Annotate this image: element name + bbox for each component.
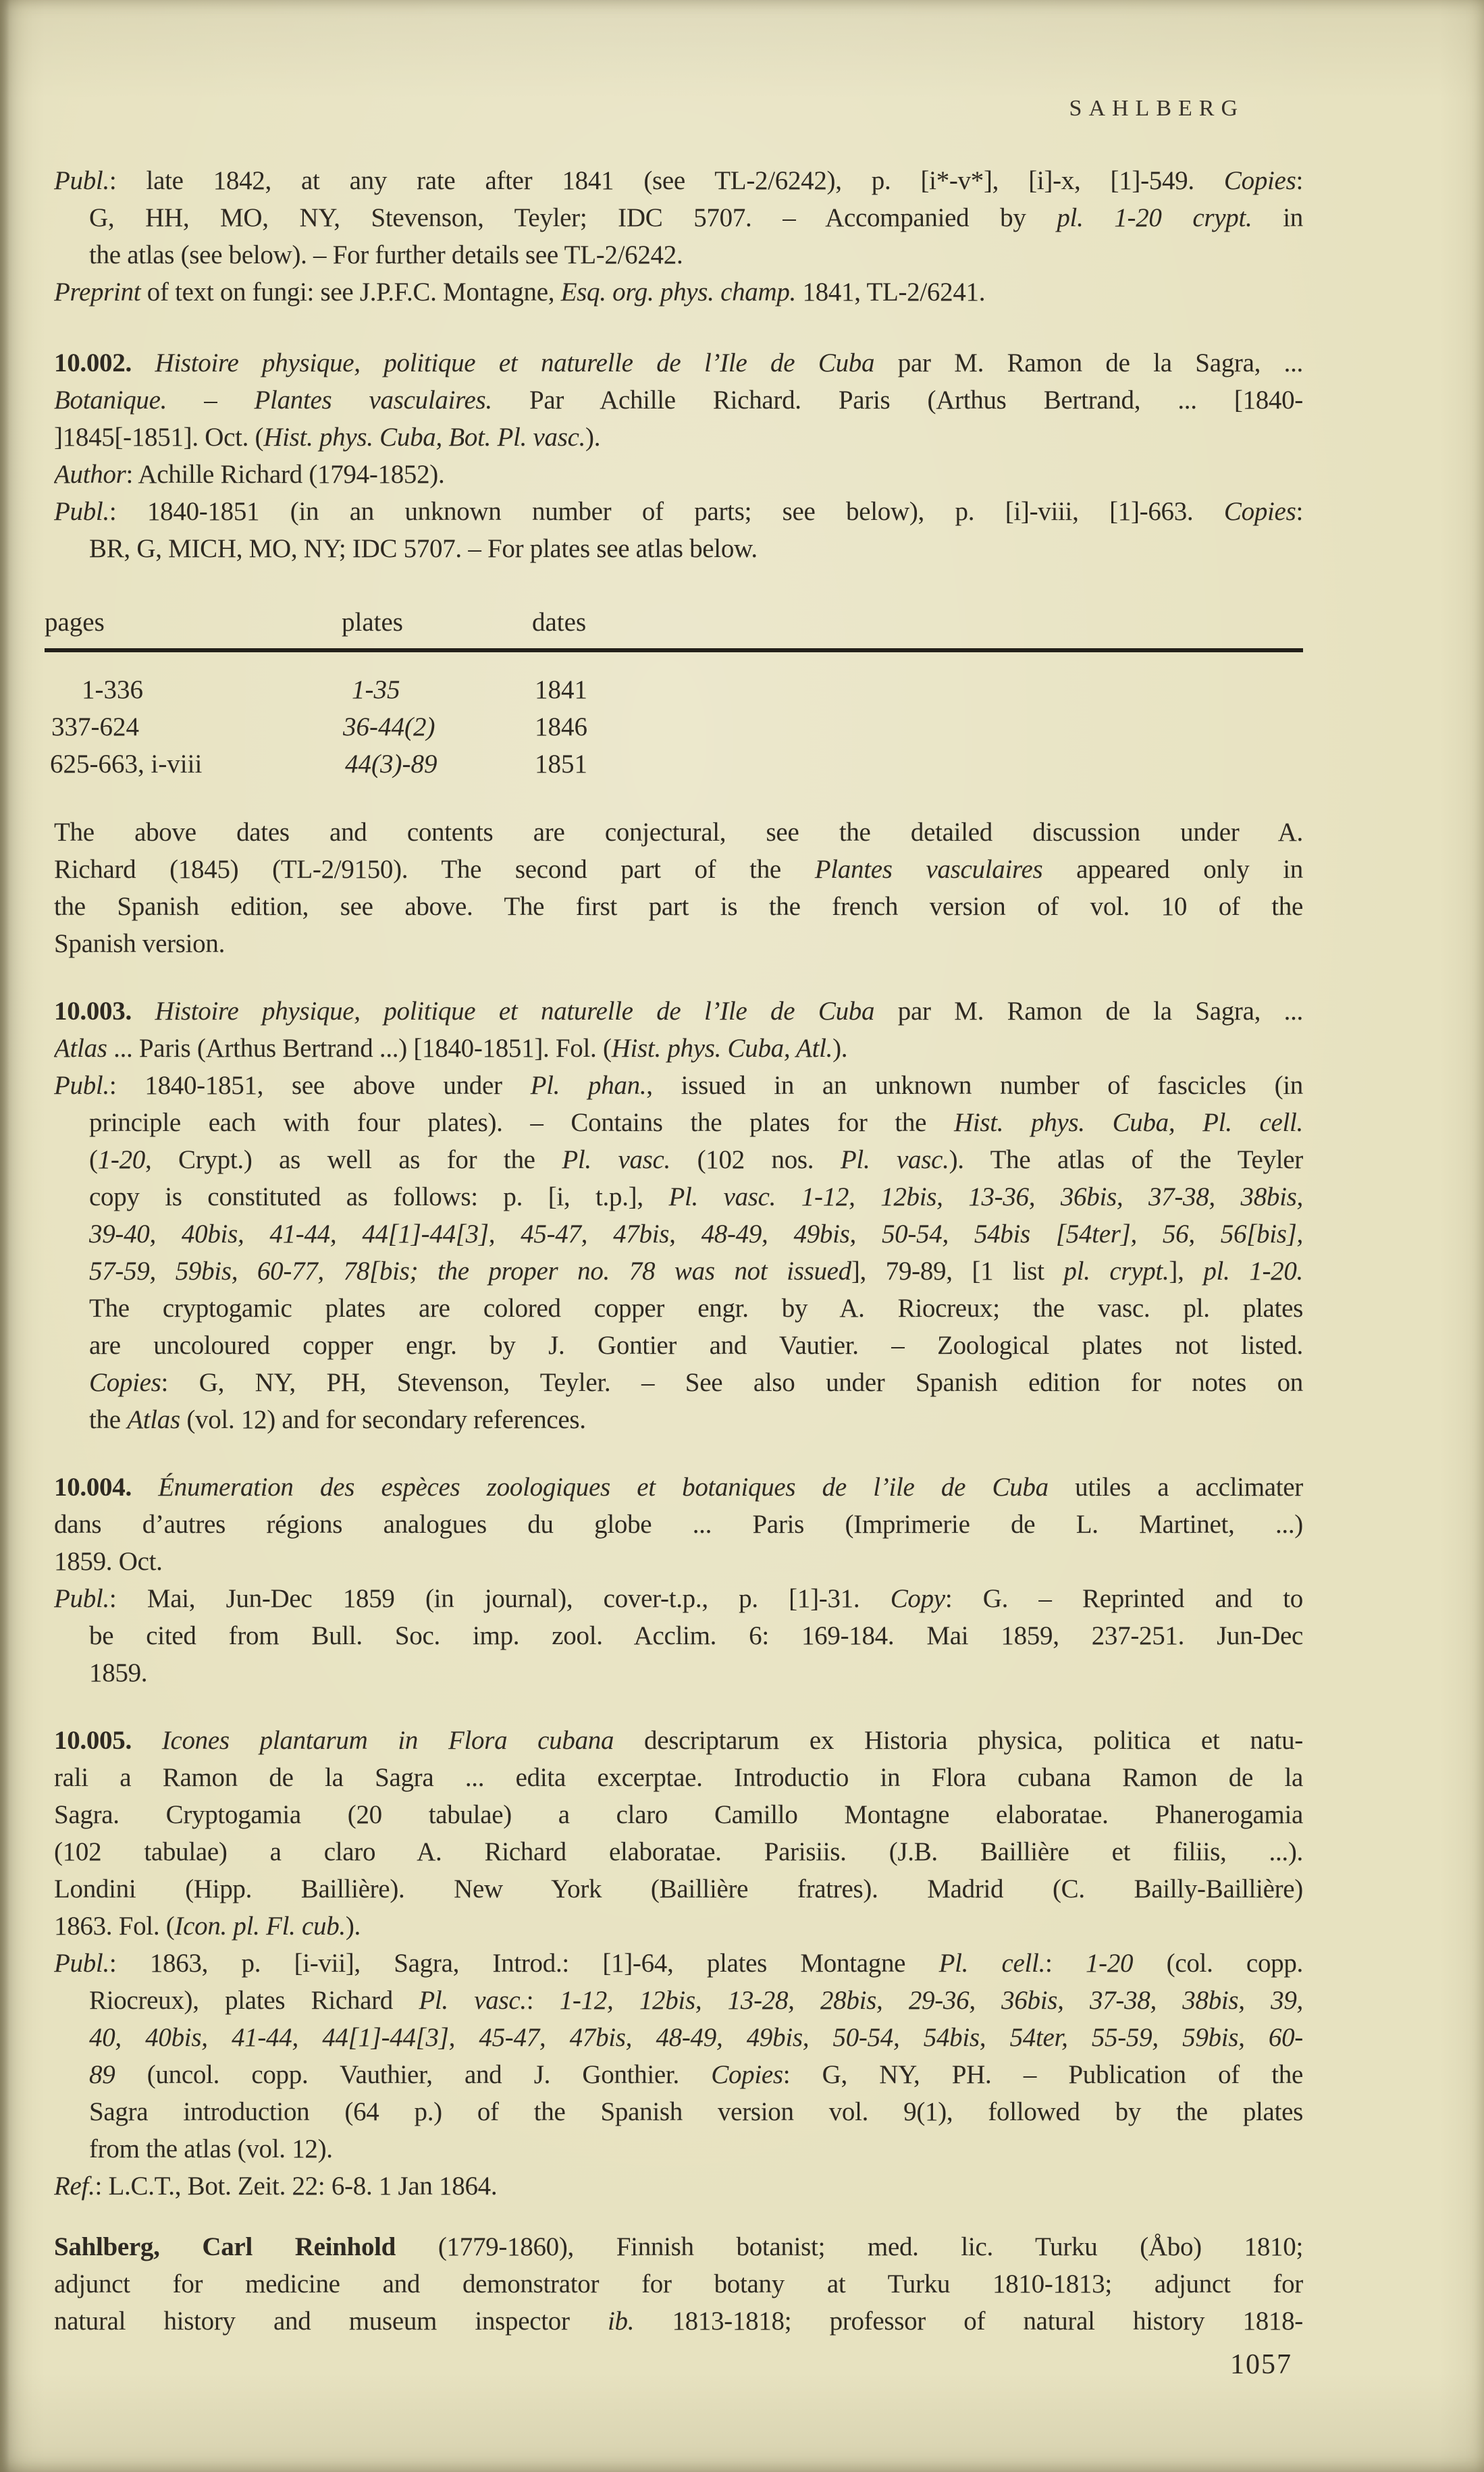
text-line [54, 1253, 1303, 1290]
text-segment: 1813-1818; professor of natural history 1818- [634, 2307, 1303, 2336]
text-segment: Publ. [54, 166, 109, 195]
pagination-table [45, 606, 1303, 789]
text-segment: : Mai, Jun-Dec 1859 (in journal), cover-t.p., p. [1]-31. [109, 1584, 891, 1613]
table-cell-dates: 1841 [535, 675, 587, 704]
text-segment: 1-12, 12bis, 13-28, 28bis, 29-36, 36bis, 37-38, 38bis, 39, [559, 1986, 1303, 2015]
text-segment: rali a Ramon de la Sagra ... edita excerptae. Introductio in Flora cubana Ramon de la [54, 1763, 1303, 1792]
text-segment: Esq. org. phys. champ. [560, 278, 796, 307]
text-segment: Pl. vasc. [419, 1986, 527, 2015]
text-segment: 10.003. [54, 997, 132, 1026]
text-segment: copy is constituted as follows: p. [i, t.p.], [89, 1182, 669, 1211]
text-line [54, 1215, 1303, 1253]
text-segment: Sahlberg, Carl Reinhold [54, 2232, 396, 2261]
text-segment: utiles a acclimater [1048, 1473, 1303, 1502]
text-segment: Riocreux), plates Richard [89, 1986, 419, 2015]
text-line [54, 1982, 1303, 2019]
text-segment: , Crypt.) as well as for the [144, 1145, 562, 1174]
text-segment: Icones plantarum in Flora cubana [131, 1726, 614, 1755]
text-line [54, 2303, 1303, 2340]
text-segment: Énumeration des espèces zoologiques et botaniques de l’ile de Cuba [131, 1473, 1049, 1502]
text-segment: pl. 1-20. [1203, 1257, 1303, 1286]
text-segment: 1841, TL-2/6241. [796, 278, 986, 307]
text-segment: : late 1842, at any rate after 1841 (see TL-2/6242), p. [i*-v*], [i]-x, [1]-549. [109, 166, 1224, 195]
text-segment: Pl. phan. [530, 1071, 647, 1100]
text-segment: adjunct for medicine and demonstrator for botany at Turku 1810-1813; adjunct for [54, 2269, 1303, 2298]
text-segment: ib. [607, 2307, 635, 2336]
text-segment: ]1845[-1851]. Oct. ( [54, 423, 264, 452]
entry-10005 [54, 1722, 1303, 2205]
text-segment: ). [345, 1912, 361, 1941]
table-cell-pages: 337-624 [51, 712, 139, 741]
text-line [54, 2228, 1303, 2265]
text-segment: The cryptogamic plates are colored copper engr. by A. Riocreux; the vasc. pl. plates [89, 1294, 1303, 1323]
text-segment: pl. 1-20 crypt. [1057, 203, 1252, 232]
text-segment: Icon. pl. Fl. cub. [174, 1912, 346, 1941]
text-segment: natural history and museum inspector [54, 2307, 608, 2336]
text-line [54, 1796, 1303, 1833]
text-segment: 10.004. [54, 1473, 132, 1502]
text-segment: ). The atlas of the Teyler [949, 1145, 1303, 1174]
text-line [54, 2056, 1303, 2093]
text-segment: Publ. [54, 1584, 109, 1613]
text-line [54, 1290, 1303, 1327]
entry-10003 [54, 993, 1303, 1438]
text-segment: (102 nos. [670, 1145, 841, 1174]
text-segment: The above dates and contents are conjectural, see the detailed discussion under A. [54, 818, 1303, 847]
text-segment: Par Achille Richard. Paris (Arthus Bertrand, ... [1840- [492, 386, 1303, 415]
text-segment: : [1045, 1949, 1086, 1978]
text-segment: Pl. vasc. [840, 1145, 949, 1174]
entry-10004 [54, 1469, 1303, 1691]
text-segment: BR, G, MICH, MO, NY; IDC 5707. – For plates see atlas below. [89, 534, 758, 563]
text-line [54, 1506, 1303, 1543]
text-segment: the [89, 1405, 128, 1434]
text-segment: Publ. [54, 1949, 109, 1978]
text-line [54, 925, 1303, 962]
text-segment: Copies [711, 2060, 783, 2089]
table-cell-plates: 44(3)-89 [345, 750, 438, 779]
text-segment: principle each with four plates). – Contains the plates for the [89, 1108, 954, 1137]
text-line [54, 344, 1303, 382]
text-segment: Publ. [54, 497, 109, 526]
text-segment: par M. Ramon de la Sagra, ... [874, 348, 1303, 377]
text-segment: : 1863, p. [i-vii], Sagra, Introd.: [1]-64, plates Montagne [109, 1949, 939, 1978]
text-segment: 10.002. [54, 348, 132, 377]
text-segment: Copies [1223, 497, 1296, 526]
text-segment: descriptarum ex Historia physica, politica et natu- [614, 1726, 1303, 1755]
text-segment: 89 [89, 2060, 115, 2089]
text-segment: ). [832, 1034, 848, 1063]
text-segment: par M. Ramon de la Sagra, ... [874, 997, 1303, 1026]
entry-10002 [54, 344, 1303, 567]
text-line [54, 493, 1303, 530]
text-line [54, 2130, 1303, 2167]
text-segment: Pl. vasc. 1-12, 12bis, 13-36, 36bis, 37-38, 38bis, [668, 1182, 1303, 1211]
text-segment: : [1296, 166, 1303, 195]
table-cell-plates: 36-44(2) [343, 712, 435, 741]
text-line [54, 1067, 1303, 1104]
text-segment: Richard (1845) (TL-2/9150). The second part of the [54, 855, 815, 884]
text-segment: Copies [1223, 166, 1296, 195]
text-segment: Atlas [54, 1034, 107, 1063]
text-line [54, 236, 1303, 273]
text-segment: Copies [89, 1368, 161, 1397]
text-segment: 10.005. [54, 1726, 132, 1755]
page-number: 1057 [1230, 2349, 1292, 2380]
text-segment: , issued in an unknown number of fascicles (in [646, 1071, 1303, 1100]
text-line [54, 1543, 1303, 1580]
text-segment: 1-20 [1085, 1949, 1134, 1978]
text-segment: Londini (Hipp. Baillière). New York (Baillière fratres). Madrid (C. Bailly-Baillière) [54, 1874, 1303, 1903]
text-line [54, 1870, 1303, 1908]
text-line [54, 888, 1303, 925]
text-segment: Plantes vasculaires [814, 855, 1043, 884]
table-cell-pages: 1-336 [82, 675, 143, 704]
text-segment: Copy [890, 1584, 945, 1613]
text-line [54, 2167, 1303, 2205]
text-segment: the atlas (see below). – For further details see TL-2/6242. [89, 240, 683, 269]
text-segment: : L.C.T., Bot. Zeit. 22: 6-8. 1 Jan 1864. [95, 2172, 498, 2201]
text-segment: ], 79-89, [1 list [851, 1257, 1064, 1286]
text-segment: ( [89, 1145, 98, 1174]
text-line [54, 1469, 1303, 1506]
text-line [54, 1580, 1303, 1617]
text-line [54, 1141, 1303, 1178]
text-line [54, 199, 1303, 236]
text-segment: G, HH, MO, NY, Stevenson, Teyler; IDC 5707. – Accompanied by [89, 203, 1057, 232]
text-segment: the Spanish edition, see above. The first part is the french version of vol. 10 of the [54, 892, 1303, 921]
text-segment: (vol. 12) and for secondary references. [180, 1405, 586, 1434]
table-header-pages: pages [45, 608, 105, 637]
text-segment: 1859. Oct. [54, 1547, 163, 1576]
text-line [54, 1401, 1303, 1438]
text-segment: 57-59, 59bis, 60-77, 78[bis; the proper no. 78 was not issued [89, 1257, 851, 1286]
text-segment: : G, NY, PH, Stevenson, Teyler. – See also under Spanish edition for notes on [161, 1368, 1303, 1397]
text-line [54, 456, 1303, 493]
text-segment: Sagra introduction (64 p.) of the Spanish version vol. 9(1), followed by the plates [89, 2097, 1303, 2126]
text-segment: Preprint [54, 278, 141, 307]
text-line [54, 1722, 1303, 1759]
table-header-dates: dates [532, 608, 587, 637]
text-segment: Hist. phys. Cuba, Pl. cell. [953, 1108, 1303, 1137]
table-header-plates: plates [342, 608, 403, 637]
text-line [54, 814, 1303, 851]
table-cell-dates: 1851 [535, 750, 587, 779]
text-segment: in [1252, 203, 1303, 232]
text-segment: (uncol. copp. Vauthier, and J. Gonthier. [115, 2060, 712, 2089]
text-segment: Publ. [54, 1071, 109, 1100]
text-line [54, 2265, 1303, 2303]
text-line [54, 419, 1303, 456]
text-segment: Pl. vasc. [562, 1145, 670, 1174]
text-segment: pl. crypt. [1063, 1257, 1169, 1286]
table-rule [45, 648, 1303, 652]
text-segment: : 1840-1851, see above under [109, 1071, 531, 1100]
text-segment: Spanish version. [54, 929, 226, 958]
text-segment: of text on fungi: see J.P.F.C. Montagne, [140, 278, 561, 307]
text-line [54, 162, 1303, 199]
text-line [54, 851, 1303, 888]
entry-sahlberg-biography [54, 2228, 1303, 2340]
text-segment: be cited from Bull. Soc. imp. zool. Acclim. 6: 169-184. Mai 1859, 237-251. Jun-Dec [89, 1621, 1303, 1650]
text-segment: : Achille Richard (1794-1852). [126, 460, 445, 489]
running-head: SAHLBERG [1069, 96, 1244, 121]
text-segment: 1-20 [97, 1145, 145, 1174]
text-segment: Author [54, 460, 126, 489]
text-segment: : [1296, 497, 1303, 526]
text-line [54, 1759, 1303, 1796]
text-segment: (1779-1860), Finnish botanist; med. lic. Turku (Åbo) 1810; [396, 2232, 1303, 2261]
entry-dates-discussion [54, 814, 1303, 962]
text-segment: from the atlas (vol. 12). [89, 2134, 333, 2163]
text-segment: 40, 40bis, 41-44, 44[1]-44[3], 45-47, 47bis, 48-49, 49bis, 50-54, 54bis, 54ter, 55-59, 59bis, 60- [89, 2023, 1303, 2052]
text-segment: : G. – Reprinted and to [945, 1584, 1303, 1613]
text-segment: (102 tabulae) a claro A. Richard elaboratae. Parisiis. (J.B. Baillière et filiis, ...). [54, 1837, 1303, 1866]
text-line [54, 382, 1303, 419]
text-line [54, 2093, 1303, 2130]
text-line [54, 1654, 1303, 1691]
table-cell-plates: 1-35 [352, 675, 400, 704]
text-segment: are uncoloured copper engr. by J. Gontier and Vautier. – Zoological plates not listed. [89, 1331, 1303, 1360]
entry-publ-continuation [54, 162, 1303, 311]
text-segment: Atlas [127, 1405, 180, 1434]
text-segment: Hist. phys. Cuba, Atl. [611, 1034, 833, 1063]
text-segment: 1859. [89, 1658, 148, 1687]
text-segment: appeared only in [1042, 855, 1303, 884]
text-segment: Hist. phys. Cuba, Bot. Pl. vasc. [263, 423, 586, 452]
text-line [54, 1104, 1303, 1141]
text-line [54, 273, 1303, 311]
text-segment: Histoire physique, politique et naturelle de l’Ile de Cuba [131, 348, 875, 377]
text-segment: Sagra. Cryptogamia (20 tabulae) a claro Camillo Montagne elaboratae. Phanerogamia [54, 1800, 1303, 1829]
text-segment: 39-40, 40bis, 41-44, 44[1]-44[3], 45-47, 47bis, 48-49, 49bis, 50-54, 54bis [54ter], 56, 56[bis], [89, 1219, 1303, 1248]
text-segment: dans d’autres régions analogues du globe ... Paris (Imprimerie de L. Martinet, ...) [54, 1510, 1303, 1539]
text-line [54, 1617, 1303, 1654]
text-segment: : 1840-1851 (in an unknown number of parts; see below), p. [i]-viii, [1]-663. [109, 497, 1224, 526]
text-line [54, 1833, 1303, 1870]
text-line [54, 530, 1303, 567]
text-segment: Pl. cell. [938, 1949, 1046, 1978]
text-line [54, 993, 1303, 1030]
text-line [54, 1945, 1303, 1982]
table-cell-dates: 1846 [535, 712, 587, 741]
table-cell-pages: 625-663, i-viii [50, 750, 203, 779]
text-line [54, 1030, 1303, 1067]
text-segment: (col. copp. [1133, 1949, 1303, 1978]
text-segment: : [526, 1986, 560, 2015]
text-line [54, 1364, 1303, 1401]
text-segment: 1863. Fol. ( [54, 1912, 175, 1941]
text-segment: ], [1169, 1257, 1204, 1286]
text-segment: ). [585, 423, 601, 452]
text-segment: : G, NY, PH. – Publication of the [783, 2060, 1303, 2089]
text-line [54, 1908, 1303, 1945]
text-line [54, 2019, 1303, 2056]
text-line [54, 1327, 1303, 1364]
text-segment: ... Paris (Arthus Bertrand ...) [1840-1851]. Fol. ( [107, 1034, 612, 1063]
text-segment: Histoire physique, politique et naturelle de l’Ile de Cuba [131, 997, 875, 1026]
text-segment: Ref. [54, 2172, 95, 2201]
text-segment: Botanique. – Plantes vasculaires. [54, 386, 492, 415]
text-line [54, 1178, 1303, 1215]
